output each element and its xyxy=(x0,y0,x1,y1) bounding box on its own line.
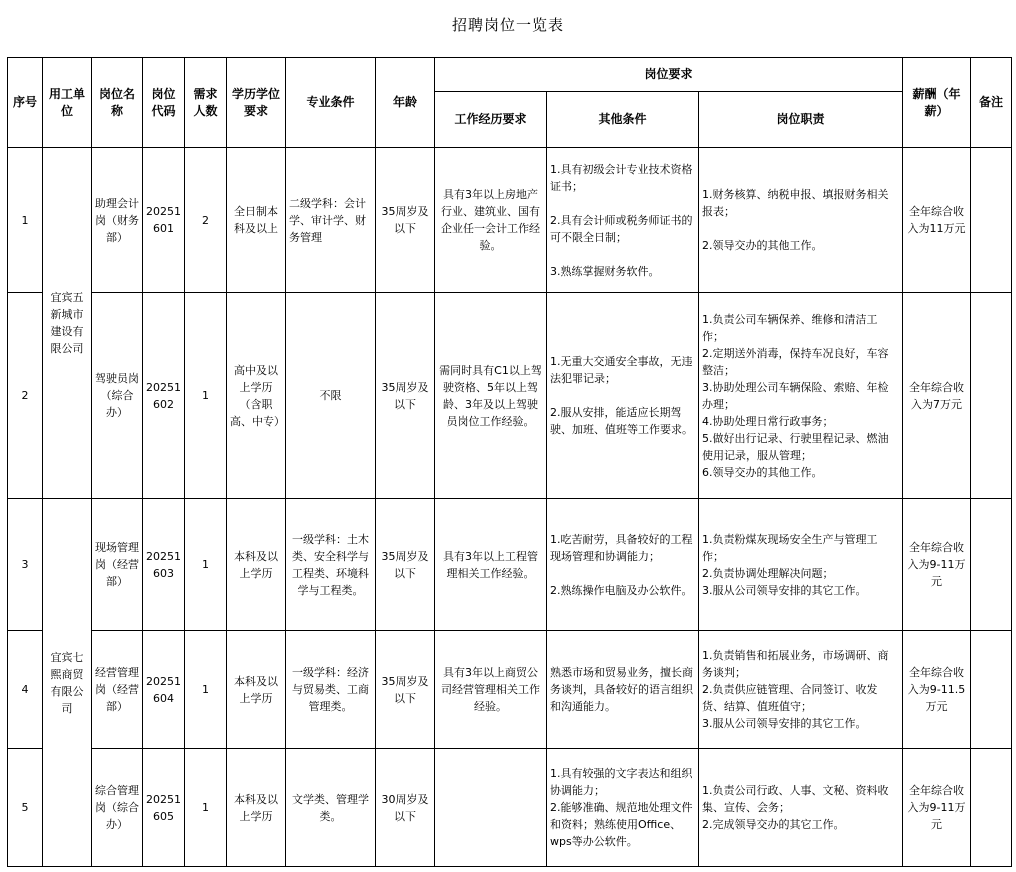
recruitment-table xyxy=(7,57,1012,867)
header-post-code: 岗位代码 xyxy=(143,58,185,148)
cell-duties: 1.负责粉煤灰现场安全生产与管理工作； 2.负责协调处理解决问题； 3.服从公司领导安排的其它工作。 xyxy=(699,499,903,631)
cell-experience xyxy=(435,749,547,867)
cell-unit: 宜宾七熙商贸有限公司 xyxy=(43,499,92,867)
cell-education: 本科及以上学历 xyxy=(227,499,286,631)
cell-remark xyxy=(971,631,1012,749)
cell-age: 35周岁及以下 xyxy=(376,499,435,631)
cell-post-name: 驾驶员岗（综合办） xyxy=(92,293,143,499)
cell-salary: 全年综合收入为9-11万元 xyxy=(903,499,971,631)
cell-education: 全日制本科及以上 xyxy=(227,148,286,293)
cell-age: 35周岁及以下 xyxy=(376,148,435,293)
cell-post-code: 20251604 xyxy=(143,631,185,749)
cell-age: 35周岁及以下 xyxy=(376,293,435,499)
cell-unit: 宜宾五新城市建设有限公司 xyxy=(43,148,92,499)
cell-duties: 1.负责销售和拓展业务，市场调研、商务谈判； 2.负责供应链管理、合同签订、收发货、结算、值班值守； 3.服从公司领导安排的其它工作。 xyxy=(699,631,903,749)
table-row xyxy=(8,499,1012,631)
cell-other: 1.无重大交通安全事故，无违法犯罪记录； 2.服从安排，能适应长期驾驶、加班、值班等工作要求。 xyxy=(547,293,699,499)
table-row xyxy=(8,148,1012,293)
cell-count: 1 xyxy=(185,631,227,749)
cell-major: 二级学科：会计学、审计学、财务管理 xyxy=(286,148,376,293)
cell-major: 一级学科：土木类、安全科学与工程类、环境科学与工程类。 xyxy=(286,499,376,631)
cell-post-name: 现场管理岗（经营部） xyxy=(92,499,143,631)
cell-major: 一级学科：经济与贸易类、工商管理类。 xyxy=(286,631,376,749)
cell-post-code: 20251605 xyxy=(143,749,185,867)
cell-post-name: 经营管理岗（经营部） xyxy=(92,631,143,749)
cell-post-name: 助理会计岗（财务部） xyxy=(92,148,143,293)
cell-remark xyxy=(971,293,1012,499)
cell-age: 30周岁及以下 xyxy=(376,749,435,867)
cell-post-name: 综合管理岗（综合办） xyxy=(92,749,143,867)
table-row xyxy=(8,631,1012,749)
page-title: 招聘岗位一览表 xyxy=(451,16,564,34)
cell-salary: 全年综合收入为9-11万元 xyxy=(903,749,971,867)
table-row xyxy=(8,293,1012,499)
cell-seq: 3 xyxy=(8,499,43,631)
header-age: 年龄 xyxy=(376,58,435,148)
header-seq: 序号 xyxy=(8,58,43,148)
header-other: 其他条件 xyxy=(547,92,699,148)
cell-count: 1 xyxy=(185,749,227,867)
cell-duties: 1.财务核算、纳税申报、填报财务相关报表； 2.领导交办的其他工作。 xyxy=(699,148,903,293)
cell-education: 高中及以上学历（含职高、中专） xyxy=(227,293,286,499)
cell-salary: 全年综合收入为7万元 xyxy=(903,293,971,499)
header-duties: 岗位职责 xyxy=(699,92,903,148)
cell-seq: 2 xyxy=(8,293,43,499)
cell-post-code: 20251603 xyxy=(143,499,185,631)
cell-other: 1.具有较强的文字表达和组织协调能力； 2.能够准确、规范地处理文件和资料；熟练使用Office、wps等办公软件。 xyxy=(547,749,699,867)
cell-post-code: 20251601 xyxy=(143,148,185,293)
header-unit: 用工单位 xyxy=(43,58,92,148)
cell-other: 1.具有初级会计专业技术资格证书； 2.具有会计师或税务师证书的可不限全日制； 3.熟练掌握财务软件。 xyxy=(547,148,699,293)
cell-age: 35周岁及以下 xyxy=(376,631,435,749)
cell-salary: 全年综合收入为11万元 xyxy=(903,148,971,293)
table-row xyxy=(8,749,1012,867)
cell-count: 1 xyxy=(185,293,227,499)
cell-experience: 具有3年以上工程管理相关工作经验。 xyxy=(435,499,547,631)
header-post-name: 岗位名称 xyxy=(92,58,143,148)
header-requirements-group: 岗位要求 xyxy=(435,58,903,92)
cell-duties: 1.负责公司行政、人事、文秘、资料收集、宣传、会务； 2.完成领导交办的其它工作。 xyxy=(699,749,903,867)
header-remark: 备注 xyxy=(971,58,1012,148)
cell-post-code: 20251602 xyxy=(143,293,185,499)
header-count: 需求人数 xyxy=(185,58,227,148)
cell-salary: 全年综合收入为9-11.5万元 xyxy=(903,631,971,749)
cell-experience: 具有3年以上房地产行业、建筑业、国有企业任一会计工作经验。 xyxy=(435,148,547,293)
cell-education: 本科及以上学历 xyxy=(227,631,286,749)
cell-seq: 5 xyxy=(8,749,43,867)
header-major: 专业条件 xyxy=(286,58,376,148)
header-salary: 薪酬（年薪） xyxy=(903,58,971,148)
cell-other: 熟悉市场和贸易业务，擅长商务谈判，具备较好的语言组织和沟通能力。 xyxy=(547,631,699,749)
header-experience: 工作经历要求 xyxy=(435,92,547,148)
cell-experience: 需同时具有C1以上驾驶资格、5年以上驾龄、3年及以上驾驶员岗位工作经验。 xyxy=(435,293,547,499)
cell-major: 不限 xyxy=(286,293,376,499)
cell-other: 1.吃苦耐劳，具备较好的工程现场管理和协调能力； 2.熟练操作电脑及办公软件。 xyxy=(547,499,699,631)
cell-remark xyxy=(971,499,1012,631)
cell-duties: 1.负责公司车辆保养、维修和清洁工作； 2.定期送外消毒，保持车况良好，车容整洁； 3.协助处理公司车辆保险、索赔、年检办理； 4.协助处理日常行政事务； 5.做好出行记录、行驶里程记录、燃油使用记录，服从管理； 6.领导交办的其他工作。 xyxy=(699,293,903,499)
cell-remark xyxy=(971,749,1012,867)
cell-count: 1 xyxy=(185,499,227,631)
cell-count: 2 xyxy=(185,148,227,293)
header-education: 学历学位要求 xyxy=(227,58,286,148)
cell-remark xyxy=(971,148,1012,293)
cell-seq: 1 xyxy=(8,148,43,293)
cell-major: 文学类、管理学类。 xyxy=(286,749,376,867)
cell-experience: 具有3年以上商贸公司经营管理相关工作经验。 xyxy=(435,631,547,749)
cell-education: 本科及以上学历 xyxy=(227,749,286,867)
cell-seq: 4 xyxy=(8,631,43,749)
